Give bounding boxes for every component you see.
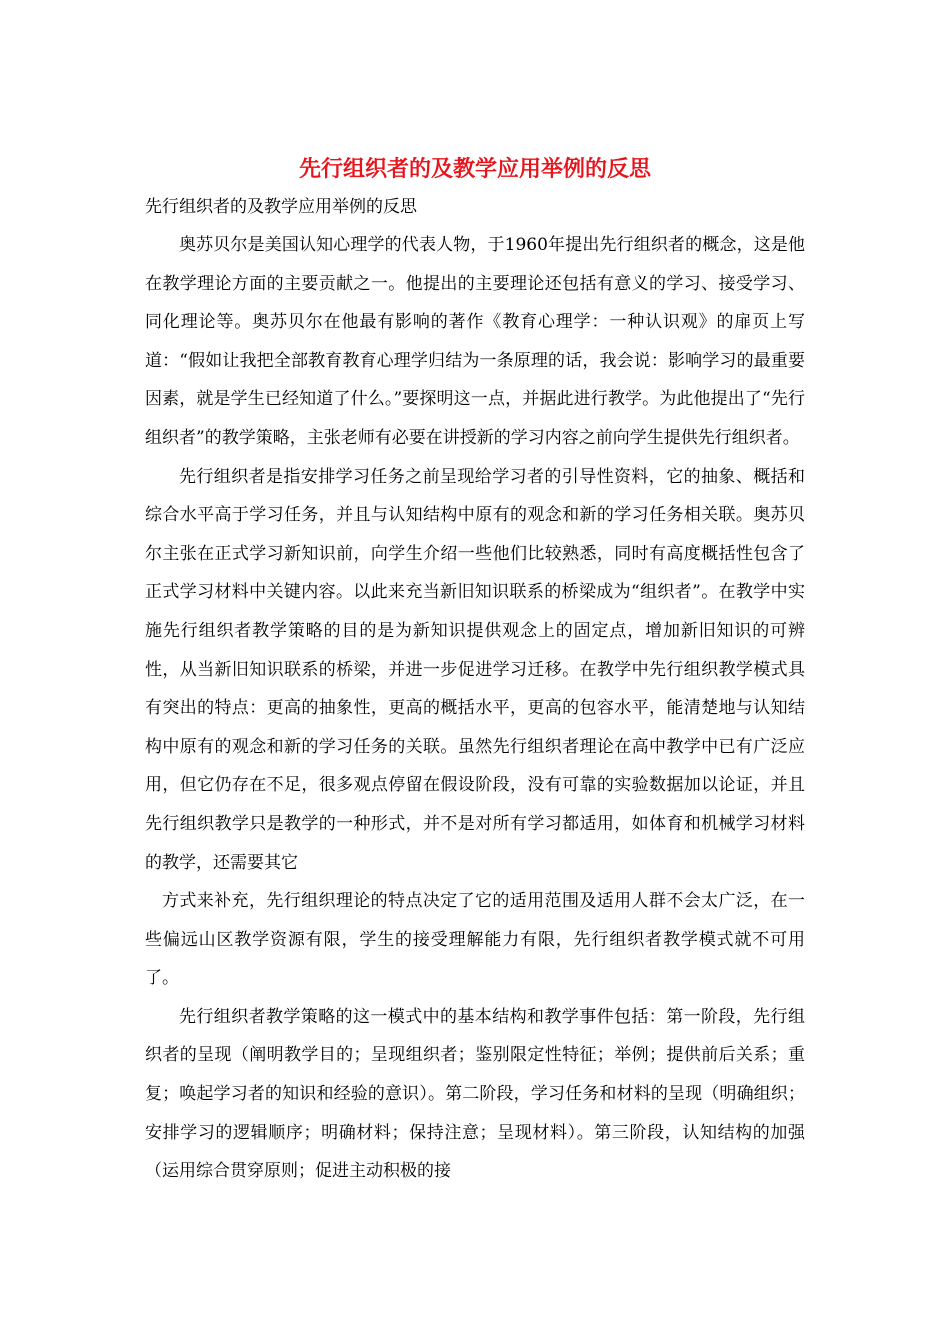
paragraph-4: 先行组织者教学策略的这一模式中的基本结构和教学事件包括：第一阶段，先行组织者的呈现（阐明教学目的；呈现组织者；鉴别限定性特征；举例；提供前后关系；重复；唤起学习者的知识和经验的意识）。第二阶段，学习任务和材料的呈现（明确组织；安排学习的逻辑顺序；明确材料；保持注意；呈现材料）。第三阶段，认知结构的加强（运用综合贯穿原则；促进主动积极的接 [145,1006,805,1182]
document-page [145,150,805,1191]
paragraph-1: 奥苏贝尔是美国认知心理学的代表人物，于1960年提出先行组织者的概念，这是他在教学理论方面的主要贡献之一。他提出的主要理论还包括有意义的学习、接受学习、同化理论等。奥苏贝尔在他最有影响的著作《教育心理学：一种认识观》的扉页上写道：“假如让我把全部教育教育心理学归结为一条原理的话，我会说：影响学习的最重要因素，就是学生已经知道了什么。”要探明这一点，并据此进行教学。为此他提出了“先行组织者”的教学策略，主张老师有必要在讲授新的学习内容之前向学生提供先行组织者。 [145,235,805,448]
paragraph-3: 方式来补充，先行组织理论的特点决定了它的适用范围及适用人群不会太广泛，在一些偏远山区教学资源有限，学生的接受理解能力有限，先行组织者教学模式就不可用了。 [145,891,805,989]
document-title: 先行组织者的及教学应用举例的反思 [298,156,651,182]
document-subtitle: 先行组织者的及教学应用举例的反思 [145,197,417,217]
paragraph-2: 先行组织者是指安排学习任务之前呈现给学习者的引导性资料，它的抽象、概括和综合水平高于学习任务，并且与认知结构中原有的观念和新的学习任务相关联。奥苏贝尔主张在正式学习新知识前，向学生介绍一些他们比较熟悉，同时有高度概括性包含了正式学习材料中关键内容。以此来充当新旧知识联系的桥梁成为“组织者”。在教学中实施先行组织者教学策略的目的是为新知识提供观念上的固定点，增加新旧知识的可辨性，从当新旧知识联系的桥梁，并进一步促进学习迁移。在教学中先行组织教学模式具有突出的特点：更高的抽象性，更高的概括水平，更高的包容水平，能清楚地与认知结构中原有的观念和新的学习任务的关联。虽然先行组织者理论在高中教学中已有广泛应用，但它仍存在不足，很多观点停留在假设阶段，没有可靠的实验数据加以论证，并且先行组织教学只是教学的一种形式，并不是对所有学习都适用，如体育和机械学习材料的教学，还需要其它 [145,466,805,873]
